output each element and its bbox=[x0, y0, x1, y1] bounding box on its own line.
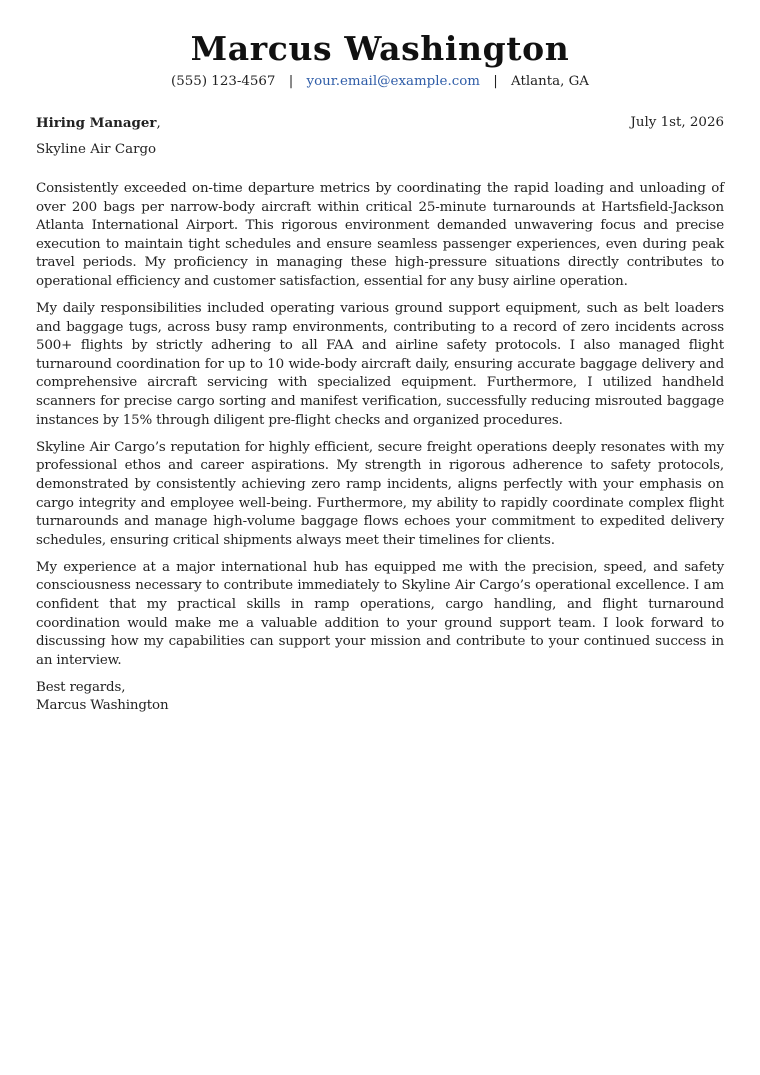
separator: | bbox=[493, 74, 498, 89]
closing-salutation: Best regards, bbox=[36, 679, 126, 695]
location: Atlanta, GA bbox=[511, 74, 589, 89]
email-link[interactable]: your.email@example.com bbox=[306, 74, 480, 89]
recipient-company: Skyline Air Cargo bbox=[36, 142, 157, 157]
signature-name: Marcus Washington bbox=[36, 698, 169, 714]
letter-date: July 1st, 2026 bbox=[630, 115, 724, 130]
letter-body bbox=[36, 180, 724, 716]
body-paragraph: Skyline Air Cargo’s reputation for highly efficient, secure freight operations deeply resonates with my professional ethos and career aspirations. My strength in rigorous adherence to safety protocols, demonstrated by consistently achieving zero ramp incidents, aligns perfectly with your emphasis on cargo integrity and employee well-being. Furthermore, my ability to rapidly coordinate complex flight turnarounds and manage high-volume baggage flows echoes your commitment to expedited delivery schedules, ensuring critical shipments always meet their timelines for clients. bbox=[36, 439, 724, 548]
phone-number: (555) 123-4567 bbox=[171, 74, 276, 89]
closing bbox=[36, 679, 724, 716]
body-paragraph: Consistently exceeded on-time departure metrics by coordinating the rapid loading and unloading of over 200 bags per narrow-body aircraft within critical 25-minute turnarounds at Hartsfield-Jackson Atlanta International Airport. This rigorous environment demanded unwavering focus and precise execution to maintain tight schedules and ensure seamless passenger experiences, even during peak travel periods. My proficiency in managing these high-pressure situations directly contributes to operational efficiency and customer satisfaction, essential for any busy airline operation. bbox=[36, 181, 724, 289]
applicant-name: Marcus Washington bbox=[190, 29, 570, 68]
body-paragraph: My daily responsibilities included operating various ground support equipment, such as belt loaders and baggage tugs, across busy ramp environments, contributing to a record of zero incidents across 500+ flights by strictly adhering to all FAA and airline safety protocols. I also managed flight turnaround coordination for up to 10 wide-body aircraft daily, ensuring accurate baggage delivery and comprehensive aircraft servicing with specialized equipment. Furthermore, I utilized handheld scanners for precise cargo sorting and manifest verification, successfully reducing misrouted baggage instances by 15% through diligent pre-flight checks and organized procedures. bbox=[36, 301, 724, 428]
body-paragraph: My experience at a major international hub has equipped me with the precision, speed, and safety consciousness necessary to contribute immediately to Skyline Air Cargo’s operational excellence. I am confident that my practical skills in ramp operations, cargo handling, and flight turnaround coordination would make me a valuable addition to your ground support team. I look forward to discussing how my capabilities can support your mission and contribute to your continued success in an interview. bbox=[36, 559, 724, 668]
recipient-title: Hiring Manager bbox=[36, 115, 157, 131]
recipient-title-suffix: , bbox=[156, 116, 161, 131]
contact-line bbox=[0, 73, 760, 91]
separator: | bbox=[288, 74, 294, 89]
recipient-greeting bbox=[36, 114, 161, 133]
recipient-row bbox=[36, 114, 724, 132]
